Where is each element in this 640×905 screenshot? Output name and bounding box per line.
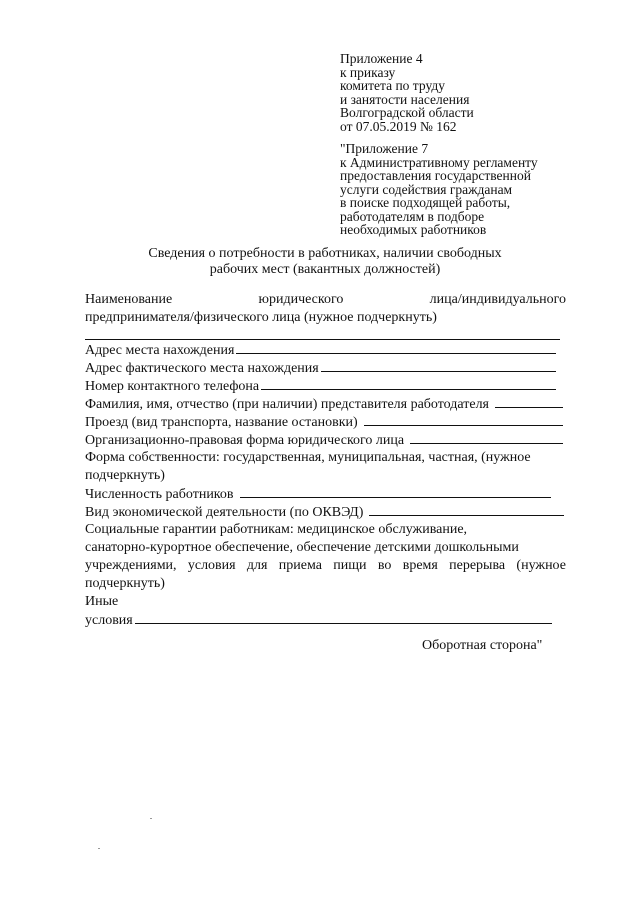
social-guarantees-row-3: [85, 557, 566, 575]
appendix-line: и занятости населения: [340, 91, 470, 107]
reverse-side-note: Оборотная сторона": [422, 638, 543, 653]
social-word: время: [402, 558, 438, 573]
transport-field[interactable]: [364, 413, 563, 426]
social-word: учреждениями,: [85, 558, 177, 573]
actual-address-row: [85, 359, 556, 377]
title-line-1: Сведения о потребности в работниках, наличии свободных: [148, 246, 502, 261]
appendix-7-line: работодателям в подборе: [340, 208, 485, 224]
representative-row: [85, 395, 563, 413]
appendix-line: Волгоградской области: [340, 105, 474, 120]
social-word: для: [246, 558, 268, 573]
address-field[interactable]: [236, 341, 556, 354]
phone-label: Номер контактного телефона: [85, 379, 260, 394]
employees-field[interactable]: [240, 485, 551, 498]
ownership-row-2: подчеркнуть): [85, 468, 165, 483]
ownership-row: Форма собственности: государственная, муниципальная, частная, (нужное: [85, 450, 531, 465]
employer-name-word: Наименование: [85, 292, 173, 307]
representative-label: Фамилия, имя, отчество (при наличии) представителя работодателя: [85, 397, 489, 412]
activity-row: [85, 503, 564, 521]
social-word: приема: [278, 558, 322, 573]
employer-name-blank-row: [85, 327, 566, 341]
social-guarantees-row-2: санаторно-курортное обеспечение, обеспечение детскими дошкольными: [85, 540, 519, 555]
transport-row: [85, 413, 563, 431]
form-body: [85, 291, 566, 629]
social-word: условия: [187, 558, 236, 573]
address-row: [85, 341, 556, 359]
other-conditions-row: Иные: [85, 594, 119, 609]
phone-field[interactable]: [261, 377, 556, 390]
other-conditions-label: условия: [85, 613, 133, 628]
appendix-7-line: "Приложение 7: [340, 141, 429, 156]
representative-field[interactable]: [495, 395, 563, 408]
other-conditions-field[interactable]: [135, 611, 552, 624]
social-word: во: [377, 558, 392, 573]
employer-name-word: юридического: [258, 292, 344, 307]
social-word: (нужное: [516, 558, 566, 573]
scan-speck: [98, 848, 100, 849]
employer-name-word: лица/индивидуального: [429, 292, 566, 307]
appendix-line: к приказу: [340, 64, 396, 80]
legal-form-field[interactable]: [410, 431, 563, 444]
social-word: пищи: [333, 558, 367, 573]
social-guarantees-row: Социальные гарантии работникам: медицинское обслуживание,: [85, 522, 468, 537]
appendix-line: комитета по труду: [340, 78, 445, 93]
activity-label: Вид экономической деятельности (по ОКВЭД): [85, 505, 364, 520]
other-conditions-row-2: [85, 611, 552, 629]
employees-row: [85, 485, 551, 503]
actual-address-field[interactable]: [321, 359, 556, 372]
employees-label: Численность работников: [85, 487, 234, 502]
scan-speck: [150, 818, 152, 819]
appendix-7-line: в поиске подходящей работы,: [340, 195, 511, 210]
appendix-line: от 07.05.2019 № 162: [340, 118, 457, 134]
appendix-line: Приложение 4: [340, 51, 423, 66]
employer-name-row: [85, 291, 566, 309]
appendix-header: [340, 52, 474, 133]
appendix-7-line: к Административному регламенту: [340, 154, 538, 170]
legal-form-label: Организационно-правовая форма юридического лица: [85, 433, 405, 448]
employer-name-field[interactable]: [85, 327, 560, 340]
social-word: перерыва: [449, 558, 506, 573]
transport-label: Проезд (вид транспорта, название остановки): [85, 415, 358, 430]
social-guarantees-row-4: подчеркнуть): [85, 576, 165, 591]
actual-address-label: Адрес фактического места нахождения: [85, 361, 319, 376]
address-label: Адрес места нахождения: [85, 343, 235, 358]
title-line-2: рабочих мест (вакантных должностей): [209, 262, 441, 277]
employer-name-row-2: предпринимателя/физического лица (нужное подчеркнуть): [85, 310, 437, 325]
legal-form-row: [85, 431, 563, 449]
appendix-7-line: услуги содействия гражданам: [340, 181, 513, 197]
phone-row: [85, 377, 556, 395]
document-title: [100, 246, 550, 278]
activity-field[interactable]: [369, 503, 564, 516]
appendix-7-line: необходимых работников: [340, 222, 487, 237]
appendix-7-header: [340, 142, 538, 237]
appendix-7-line: предоставления государственной: [340, 168, 531, 183]
